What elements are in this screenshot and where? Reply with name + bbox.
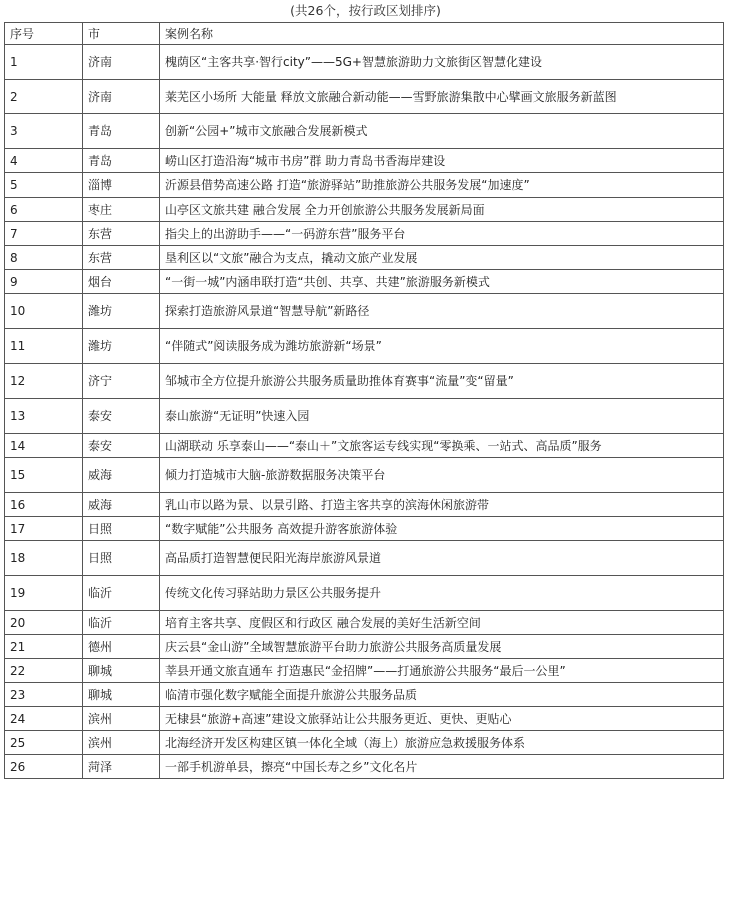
cell-index: 22 — [5, 659, 83, 683]
header-city: 市 — [83, 23, 160, 45]
cell-case-name: 槐荫区“主客共享·智行city”——5G+智慧旅游助力文旅街区智慧化建设 — [160, 45, 724, 80]
cell-city: 济宁 — [83, 364, 160, 399]
cell-city: 淄博 — [83, 173, 160, 198]
table-row — [5, 458, 724, 493]
table-row — [5, 755, 724, 779]
table-row — [5, 173, 724, 198]
table-row — [5, 493, 724, 517]
cell-index: 8 — [5, 246, 83, 270]
table-row — [5, 270, 724, 294]
cell-index: 6 — [5, 198, 83, 222]
cell-index: 16 — [5, 493, 83, 517]
cell-city: 日照 — [83, 517, 160, 541]
cell-case-name: “数字赋能”公共服务 高效提升游客旅游体验 — [160, 517, 724, 541]
cell-case-name: 倾力打造城市大脑-旅游数据服务决策平台 — [160, 458, 724, 493]
table-row — [5, 434, 724, 458]
cell-city: 济南 — [83, 80, 160, 114]
cell-index: 2 — [5, 80, 83, 114]
header-index: 序号 — [5, 23, 83, 45]
cell-case-name: 北海经济开发区构建区镇一体化全域（海上）旅游应急救援服务体系 — [160, 731, 724, 755]
cell-index: 26 — [5, 755, 83, 779]
cell-city: 泰安 — [83, 399, 160, 434]
table-row — [5, 517, 724, 541]
table-row — [5, 731, 724, 755]
table-header-row — [5, 23, 724, 45]
cell-index: 7 — [5, 222, 83, 246]
cases-table — [4, 22, 724, 779]
cell-index: 15 — [5, 458, 83, 493]
cell-city: 滨州 — [83, 731, 160, 755]
cell-city: 烟台 — [83, 270, 160, 294]
cell-city: 菏泽 — [83, 755, 160, 779]
cell-city: 滨州 — [83, 707, 160, 731]
table-row — [5, 45, 724, 80]
cell-index: 25 — [5, 731, 83, 755]
cell-city: 潍坊 — [83, 329, 160, 364]
cell-case-name: 沂源县借势高速公路 打造“旅游驿站”助推旅游公共服务发展“加速度” — [160, 173, 724, 198]
cell-index: 14 — [5, 434, 83, 458]
cell-case-name: 高品质打造智慧便民阳光海岸旅游风景道 — [160, 541, 724, 576]
cell-case-name: 泰山旅游“无证明”快速入园 — [160, 399, 724, 434]
cell-city: 青岛 — [83, 149, 160, 173]
cell-city: 聊城 — [83, 683, 160, 707]
table-subtitle: (共26个，按行政区划排序) — [290, 3, 441, 18]
header-case-name: 案例名称 — [160, 23, 724, 45]
cell-city: 聊城 — [83, 659, 160, 683]
cell-case-name: 临清市强化数字赋能全面提升旅游公共服务品质 — [160, 683, 724, 707]
table-row — [5, 659, 724, 683]
cell-case-name: 崂山区打造沿海“城市书房”群 助力青岛书香海岸建设 — [160, 149, 724, 173]
cell-index: 21 — [5, 635, 83, 659]
table-row — [5, 114, 724, 149]
cell-index: 10 — [5, 294, 83, 329]
cell-case-name: 创新“公园+”城市文旅融合发展新模式 — [160, 114, 724, 149]
cell-case-name: 无棣县“旅游+高速”建设文旅驿站让公共服务更近、更快、更贴心 — [160, 707, 724, 731]
cell-case-name: 邹城市全方位提升旅游公共服务质量助推体育赛事“流量”变“留量” — [160, 364, 724, 399]
cell-index: 5 — [5, 173, 83, 198]
cell-city: 东营 — [83, 222, 160, 246]
table-row — [5, 329, 724, 364]
table-row — [5, 541, 724, 576]
cell-case-name: “伴随式”阅读服务成为潍坊旅游新“场景” — [160, 329, 724, 364]
table-row — [5, 707, 724, 731]
cell-city: 济南 — [83, 45, 160, 80]
table-row — [5, 198, 724, 222]
table-row — [5, 149, 724, 173]
table-row — [5, 683, 724, 707]
cell-index: 3 — [5, 114, 83, 149]
cell-index: 17 — [5, 517, 83, 541]
table-row — [5, 246, 724, 270]
table-row — [5, 635, 724, 659]
cell-case-name: 垦利区以“文旅”融合为支点，撬动文旅产业发展 — [160, 246, 724, 270]
cell-city: 泰安 — [83, 434, 160, 458]
cell-case-name: “一街一城”内涵串联打造“共创、共享、共建”旅游服务新模式 — [160, 270, 724, 294]
cell-index: 4 — [5, 149, 83, 173]
cell-case-name: 庆云县“金山游”全域智慧旅游平台助力旅游公共服务高质量发展 — [160, 635, 724, 659]
table-row — [5, 80, 724, 114]
cell-case-name: 山亭区文旅共建 融合发展 全力开创旅游公共服务发展新局面 — [160, 198, 724, 222]
cell-index: 24 — [5, 707, 83, 731]
cell-index: 23 — [5, 683, 83, 707]
cell-index: 18 — [5, 541, 83, 576]
cell-index: 11 — [5, 329, 83, 364]
cell-city: 枣庄 — [83, 198, 160, 222]
cell-city: 威海 — [83, 493, 160, 517]
cases-table-body — [5, 23, 724, 779]
cell-case-name: 一部手机游单县，擦亮“中国长寿之乡”文化名片 — [160, 755, 724, 779]
cell-city: 德州 — [83, 635, 160, 659]
cell-city: 日照 — [83, 541, 160, 576]
table-row — [5, 222, 724, 246]
cell-city: 东营 — [83, 246, 160, 270]
cell-index: 12 — [5, 364, 83, 399]
cell-city: 青岛 — [83, 114, 160, 149]
cell-index: 13 — [5, 399, 83, 434]
cell-case-name: 传统文化传习驿站助力景区公共服务提升 — [160, 576, 724, 611]
cell-index: 20 — [5, 611, 83, 635]
cell-case-name: 莱芜区小场所 大能量 释放文旅融合新动能——雪野旅游集散中心擘画文旅服务新蓝图 — [160, 80, 724, 114]
cell-index: 1 — [5, 45, 83, 80]
cell-city: 临沂 — [83, 576, 160, 611]
cell-case-name: 乳山市以路为景、以景引路、打造主客共享的滨海休闲旅游带 — [160, 493, 724, 517]
cell-case-name: 莘县开通文旅直通车 打造惠民“金招牌”——打通旅游公共服务“最后一公里” — [160, 659, 724, 683]
table-row — [5, 576, 724, 611]
cell-city: 临沂 — [83, 611, 160, 635]
table-row — [5, 399, 724, 434]
cell-case-name: 山湖联动 乐享泰山——“泰山＋”文旅客运专线实现“零换乘、一站式、高品质”服务 — [160, 434, 724, 458]
cell-city: 威海 — [83, 458, 160, 493]
cell-index: 9 — [5, 270, 83, 294]
cell-city: 潍坊 — [83, 294, 160, 329]
table-row — [5, 611, 724, 635]
table-row — [5, 364, 724, 399]
cell-case-name: 培育主客共享、度假区和行政区 融合发展的美好生活新空间 — [160, 611, 724, 635]
cell-index: 19 — [5, 576, 83, 611]
cell-case-name: 探索打造旅游风景道“智慧导航”新路径 — [160, 294, 724, 329]
table-row — [5, 294, 724, 329]
cell-case-name: 指尖上的出游助手——“一码游东营”服务平台 — [160, 222, 724, 246]
